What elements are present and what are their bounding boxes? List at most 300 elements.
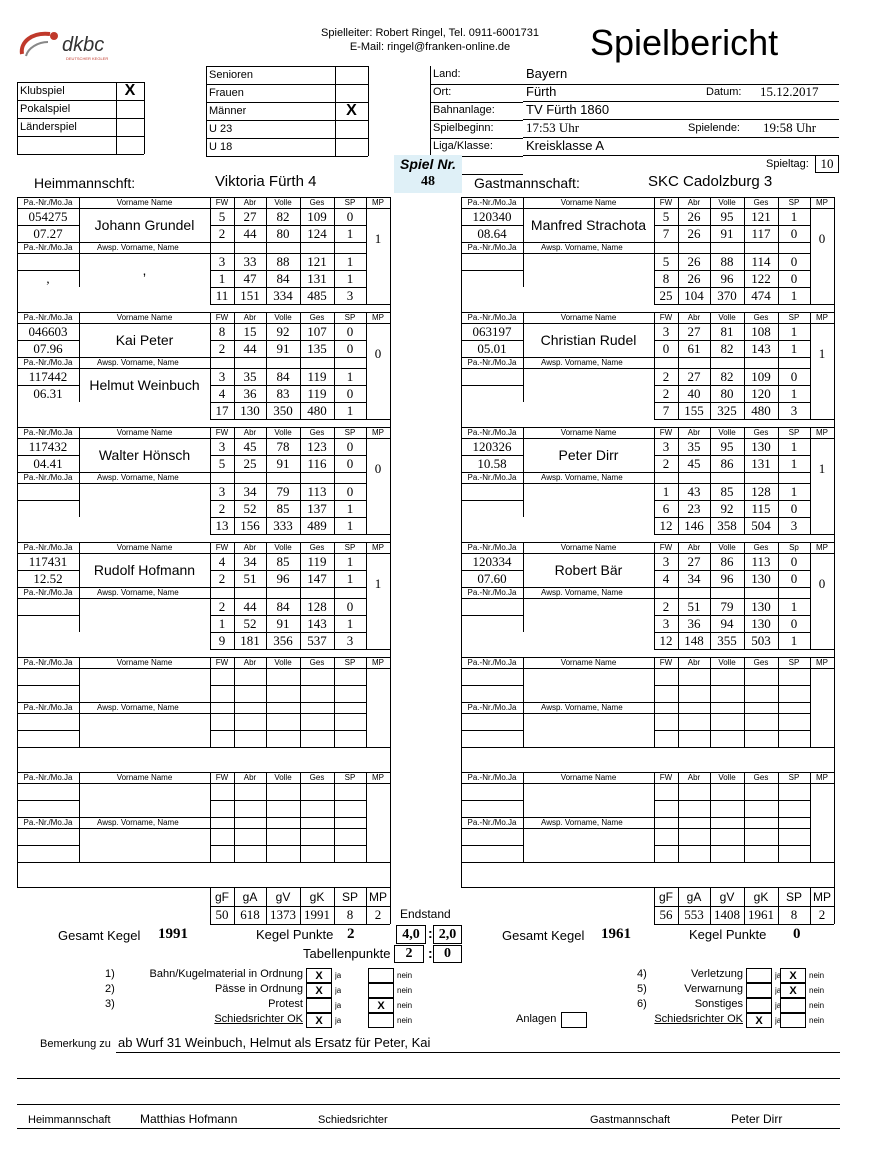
column-header: Vorname Name <box>116 313 173 322</box>
column-header: Ges <box>753 313 769 322</box>
score-cell: 117 <box>751 225 771 241</box>
mo-year: 05.01 <box>477 340 507 356</box>
mo-year: 12.52 <box>33 570 63 586</box>
home-team-name: Viktoria Fürth 4 <box>215 173 317 190</box>
column-header: Awsp. Vorname, Name <box>97 243 179 252</box>
score-cell: 34 <box>687 570 701 586</box>
ja-label: ja <box>335 1016 342 1025</box>
score-cell <box>300 685 334 702</box>
column-header: Pa.-Nr./Mo.Ja <box>467 473 517 482</box>
score-cell <box>334 685 366 702</box>
column-header: Awsp. Vorname, Name <box>541 473 623 482</box>
sub-player-name: Helmut Weinbuch <box>89 377 200 393</box>
score-cell <box>334 845 366 862</box>
column-header: SP <box>344 773 356 782</box>
score-cell <box>654 685 678 702</box>
column-header: SP <box>344 198 356 207</box>
sub-mo-year: 06.31 <box>33 385 63 401</box>
guest-kp-label: Kegel Punkte <box>689 927 767 942</box>
score-cell: 96 <box>276 570 290 586</box>
total-cell: 358 <box>717 517 737 533</box>
column-header: Volle <box>718 543 736 552</box>
total-cell: 17 <box>215 402 229 418</box>
nein-label: nein <box>809 1016 825 1025</box>
sub-mo-year: , <box>46 270 50 286</box>
sub-player-name <box>523 483 654 517</box>
rule-line <box>17 197 18 887</box>
score-cell <box>710 783 744 800</box>
score-cell: 3 <box>662 323 670 339</box>
column-header: Awsp. Vorname, Name <box>97 588 179 597</box>
score-cell: 1 <box>346 500 354 516</box>
column-header: Ges <box>753 658 769 667</box>
score-cell: 109 <box>751 368 771 384</box>
rule-line <box>17 82 18 154</box>
score-cell: 23 <box>687 500 701 516</box>
column-header: Pa.-Nr./Mo.Ja <box>467 543 517 552</box>
check-ja-box[interactable] <box>746 968 772 983</box>
total-cell: 7 <box>662 402 670 418</box>
check-nein-box[interactable] <box>780 998 806 1013</box>
total-cell: 155 <box>684 402 704 418</box>
pa-number: 120334 <box>472 553 512 569</box>
totals-header: gF <box>214 889 229 904</box>
totals-header: gK <box>309 889 325 904</box>
score-cell: 122 <box>751 270 771 286</box>
mo-year <box>461 685 523 702</box>
beginn-value: 17:53 Uhr <box>526 120 580 135</box>
score-cell: 82 <box>276 208 290 224</box>
pa-number: 120326 <box>472 438 512 454</box>
sub-player-name <box>79 483 210 517</box>
sub-mo-year <box>461 270 523 287</box>
check-nein-box[interactable]: X <box>780 983 806 998</box>
score-cell: 1 <box>346 570 354 586</box>
sig-ref-label: Schiedsrichter <box>318 1114 388 1126</box>
check-number: 6) <box>637 998 647 1010</box>
column-header: Pa.-Nr./Mo.Ja <box>23 543 73 552</box>
score-cell: 2 <box>218 598 226 614</box>
score-cell <box>234 828 266 845</box>
pa-number <box>461 668 523 685</box>
score-cell: 25 <box>243 455 257 471</box>
column-header: Volle <box>274 198 292 207</box>
mo-year <box>17 800 79 817</box>
score-cell: 82 <box>720 368 734 384</box>
rule-line <box>210 924 390 925</box>
check-nein-box[interactable]: X <box>368 998 394 1013</box>
column-header: MP <box>816 773 828 782</box>
column-header: Ges <box>753 428 769 437</box>
pa-number <box>17 783 79 800</box>
column-header: Volle <box>718 313 736 322</box>
score-cell: 2 <box>218 225 226 241</box>
score-cell: 26 <box>687 208 701 224</box>
score-cell: 5 <box>662 208 670 224</box>
score-cell: 1 <box>346 553 354 569</box>
check-nein-box[interactable] <box>368 1013 394 1028</box>
ort-label: Ort: <box>433 86 452 98</box>
check-label: Protest <box>268 998 303 1010</box>
score-cell: 34 <box>243 483 257 499</box>
score-cell: 113 <box>307 483 327 499</box>
ja-label: ja <box>775 986 782 995</box>
mo-year: 10.58 <box>477 455 507 471</box>
column-header: SP <box>344 658 356 667</box>
check-ja-box[interactable] <box>746 983 772 998</box>
column-header: FW <box>215 543 229 552</box>
score-cell: 120 <box>751 385 771 401</box>
check-label: Sonstiges <box>694 998 743 1010</box>
total-cell: 485 <box>307 287 327 303</box>
score-cell: 0 <box>790 253 798 269</box>
column-header: Ges <box>753 198 769 207</box>
total-cell: 130 <box>240 402 260 418</box>
check-label: Schiedsrichter OK <box>654 1013 743 1025</box>
totals-value: 8 <box>346 907 354 922</box>
total-cell: 3 <box>346 287 354 303</box>
sub-pa-number: 117442 <box>28 368 68 384</box>
sub-pa-number <box>17 713 79 730</box>
column-header: Volle <box>718 198 736 207</box>
total-cell: 1 <box>346 517 354 533</box>
score-cell <box>334 828 366 845</box>
nein-label: nein <box>397 1001 413 1010</box>
match-points: 1 <box>374 231 382 246</box>
column-header: Pa.-Nr./Mo.Ja <box>23 243 73 252</box>
score-cell: 3 <box>218 483 226 499</box>
column-header: Pa.-Nr./Mo.Ja <box>23 588 73 597</box>
score-cell: 51 <box>687 598 701 614</box>
check-ja-box[interactable]: X <box>306 983 332 998</box>
check-nein-box[interactable]: X <box>780 968 806 983</box>
totals-value: 553 <box>684 907 704 922</box>
column-header: FW <box>215 428 229 437</box>
score-cell: 86 <box>720 455 734 471</box>
score-cell: 113 <box>751 553 771 569</box>
check-ja-box[interactable] <box>306 998 332 1013</box>
score-cell: 130 <box>751 598 771 614</box>
nein-label: nein <box>397 1016 413 1025</box>
totals-value: 618 <box>240 907 260 922</box>
sub-mo-year <box>461 385 523 402</box>
guest-team-label: Gastmannschaft: <box>474 175 580 191</box>
score-cell <box>654 800 678 817</box>
rule-line <box>210 534 390 535</box>
score-cell: 0 <box>790 553 798 569</box>
total-cell: 370 <box>717 287 737 303</box>
column-header: Awsp. Vorname, Name <box>97 473 179 482</box>
score-cell: 114 <box>751 253 771 269</box>
remark-label: Bemerkung zu <box>40 1038 111 1050</box>
score-cell <box>210 685 234 702</box>
score-cell <box>710 845 744 862</box>
player-name <box>79 668 210 702</box>
totals-header: SP <box>785 889 802 904</box>
score-cell <box>234 668 266 685</box>
score-cell: 44 <box>243 340 257 356</box>
score-cell: 4 <box>218 553 226 569</box>
column-header: Pa.-Nr./Mo.Ja <box>23 658 73 667</box>
column-header: Vorname Name <box>560 428 617 437</box>
column-header: Volle <box>274 773 292 782</box>
ja-label: ja <box>775 1016 782 1025</box>
score-cell: 7 <box>662 225 670 241</box>
score-cell: 0 <box>346 208 354 224</box>
column-header: Pa.-Nr./Mo.Ja <box>467 588 517 597</box>
mo-year: 07.60 <box>477 570 507 586</box>
remark-text: ab Wurf 31 Weinbuch, Helmut als Ersatz für Peter, Kai <box>118 1035 431 1050</box>
endstand-label: Endstand <box>400 907 451 921</box>
score-cell: 119 <box>307 368 327 384</box>
sub-player-name <box>523 598 654 632</box>
score-cell: 137 <box>307 500 327 516</box>
column-header: Abr <box>243 198 257 207</box>
category-label: U 23 <box>209 123 233 135</box>
score-cell <box>234 685 266 702</box>
column-header: Awsp. Vorname, Name <box>97 818 179 827</box>
total-cell: 1 <box>790 287 798 303</box>
category-mark <box>335 66 368 84</box>
score-cell: 0 <box>346 340 354 356</box>
score-cell: 34 <box>243 553 257 569</box>
score-cell: 121 <box>751 208 771 224</box>
score-cell: 1 <box>662 483 670 499</box>
match-points: 0 <box>374 461 382 476</box>
column-header: Vorname Name <box>116 198 173 207</box>
score-cell: 3 <box>662 438 670 454</box>
game-type-mark: X <box>124 82 136 99</box>
score-cell: 95 <box>720 438 734 454</box>
column-header: Pa.-Nr./Mo.Ja <box>467 428 517 437</box>
game-type-mark <box>116 100 144 118</box>
score-cell: 123 <box>307 438 327 454</box>
totals-header: gA <box>242 889 258 904</box>
sub-player-name <box>523 368 654 402</box>
score-cell: 119 <box>307 553 327 569</box>
score-cell <box>334 800 366 817</box>
score-cell: 143 <box>751 340 771 356</box>
total-cell: 334 <box>273 287 293 303</box>
match-points <box>810 783 834 845</box>
score-cell <box>266 845 300 862</box>
end-sep: : <box>428 925 433 941</box>
score-cell <box>778 713 810 730</box>
column-header: FW <box>659 198 673 207</box>
column-header: Ges <box>753 773 769 782</box>
score-cell <box>266 685 300 702</box>
player-name <box>79 783 210 817</box>
sub-pa-number <box>17 253 79 270</box>
check-nein-box[interactable] <box>780 1013 806 1028</box>
score-cell: 36 <box>687 615 701 631</box>
rule-line <box>654 419 834 420</box>
score-cell <box>266 800 300 817</box>
match-points: 1 <box>818 346 826 361</box>
total-cell: 474 <box>751 287 771 303</box>
player-name: Kai Peter <box>115 332 174 348</box>
total-cell: 151 <box>240 287 260 303</box>
column-header: Vorname Name <box>560 198 617 207</box>
rule-line <box>210 304 390 305</box>
column-header: Abr <box>243 313 257 322</box>
score-cell: 2 <box>662 455 670 471</box>
column-header: SP <box>788 773 800 782</box>
totals-header: gF <box>658 889 673 904</box>
sub-pa-number <box>461 483 523 500</box>
sub-player-name <box>79 598 210 632</box>
rule-line <box>430 120 523 121</box>
score-cell: 147 <box>307 570 327 586</box>
pa-number <box>461 783 523 800</box>
total-cell: 480 <box>751 402 771 418</box>
score-cell: 3 <box>218 368 226 384</box>
score-cell <box>300 713 334 730</box>
score-cell <box>744 783 778 800</box>
score-cell <box>234 783 266 800</box>
total-cell: 504 <box>751 517 771 533</box>
pa-number: 120340 <box>472 208 512 224</box>
column-header: Pa.-Nr./Mo.Ja <box>467 773 517 782</box>
score-cell: 85 <box>276 500 290 516</box>
score-cell <box>300 730 334 747</box>
check-nein-box[interactable] <box>368 983 394 998</box>
column-header: MP <box>816 428 828 437</box>
score-cell: 27 <box>243 208 257 224</box>
column-header: Pa.-Nr./Mo.Ja <box>23 313 73 322</box>
sig-guest-label: Gastmannschaft <box>590 1114 671 1126</box>
score-cell: 79 <box>720 598 734 614</box>
totals-value: 1373 <box>270 907 296 922</box>
check-number: 5) <box>637 983 647 995</box>
score-cell: 135 <box>307 340 327 356</box>
column-header: MP <box>816 658 828 667</box>
score-cell: 27 <box>687 323 701 339</box>
check-ja-box[interactable]: X <box>746 1013 772 1028</box>
ja-label: ja <box>335 986 342 995</box>
category-label: Männer <box>209 105 247 117</box>
score-cell <box>654 845 678 862</box>
sub-pa-number <box>461 368 523 385</box>
score-cell: 2 <box>218 340 226 356</box>
rule-line <box>461 197 462 887</box>
check-ja-box[interactable]: X <box>306 1013 332 1028</box>
score-cell: 1 <box>346 615 354 631</box>
score-cell <box>266 668 300 685</box>
column-header: Awsp. Vorname, Name <box>97 703 179 712</box>
score-cell: 88 <box>276 253 290 269</box>
column-header: Pa.-Nr./Mo.Ja <box>467 703 517 712</box>
score-cell <box>210 783 234 800</box>
rule-line <box>834 197 835 887</box>
score-cell <box>300 668 334 685</box>
score-cell <box>744 668 778 685</box>
rule-line <box>17 747 390 748</box>
score-cell: 130 <box>751 615 771 631</box>
rule-line <box>430 66 431 156</box>
ja-label: ja <box>775 971 782 980</box>
check-ja-box[interactable] <box>746 998 772 1013</box>
column-header: Vorname Name <box>116 658 173 667</box>
category-label: Senioren <box>209 69 254 81</box>
check-label: Verletzung <box>691 968 743 980</box>
total-cell: 3 <box>346 632 354 648</box>
sub-mo-year <box>17 615 79 632</box>
mo-year: 04.41 <box>33 455 63 471</box>
score-cell: 130 <box>751 570 771 586</box>
score-cell: 27 <box>687 553 701 569</box>
column-header: MP <box>816 543 828 552</box>
column-header: MP <box>372 543 384 552</box>
column-header: Pa.-Nr./Mo.Ja <box>23 818 73 827</box>
sub-pa-number <box>461 598 523 615</box>
column-header: Ges <box>753 543 769 552</box>
rule-line <box>368 66 369 156</box>
leader-line1: Spielleiter: Robert Ringel, Tel. 0911-6001731 <box>321 27 539 39</box>
nein-label: nein <box>809 986 825 995</box>
total-cell: 3 <box>790 517 798 533</box>
rule-line <box>390 887 391 924</box>
column-header: FW <box>215 773 229 782</box>
score-cell <box>678 845 710 862</box>
score-cell <box>678 685 710 702</box>
logo-subtext: DEUTSCHER KEGLER <box>66 56 109 61</box>
score-cell: 1 <box>346 270 354 286</box>
score-cell <box>744 713 778 730</box>
check-ja-box[interactable]: X <box>306 968 332 983</box>
score-cell: 35 <box>687 438 701 454</box>
column-header: Volle <box>274 313 292 322</box>
score-cell: 115 <box>751 500 771 516</box>
rule-line <box>210 649 390 650</box>
score-cell <box>334 730 366 747</box>
score-cell: 128 <box>751 483 771 499</box>
rule-line <box>654 534 834 535</box>
end-guest: 2,0 <box>433 925 462 944</box>
score-cell <box>710 730 744 747</box>
column-header: SP <box>344 313 356 322</box>
score-cell: 84 <box>276 368 290 384</box>
check-label: Bahn/Kugelmaterial in Ordnung <box>149 968 303 980</box>
tab-home: 2 <box>394 945 424 963</box>
spieltag-value: 10 <box>815 155 839 173</box>
score-cell: 52 <box>243 615 257 631</box>
home-kp-value: 2 <box>347 926 355 942</box>
total-cell: 1 <box>346 402 354 418</box>
ja-label: ja <box>335 971 342 980</box>
total-cell: 355 <box>717 632 737 648</box>
check-number: 3) <box>105 998 115 1010</box>
score-cell <box>778 668 810 685</box>
player-name: Peter Dirr <box>558 447 619 463</box>
anlagen-box[interactable] <box>561 1012 587 1028</box>
score-cell: 124 <box>307 225 327 241</box>
score-cell: 92 <box>720 500 734 516</box>
column-header: Pa.-Nr./Mo.Ja <box>467 243 517 252</box>
score-cell: 0 <box>346 598 354 614</box>
score-cell: 40 <box>687 385 701 401</box>
score-cell: 119 <box>307 385 327 401</box>
pa-number: 117432 <box>28 438 68 454</box>
score-cell: 92 <box>276 323 290 339</box>
rule-line <box>430 84 523 85</box>
column-header: Pa.-Nr./Mo.Ja <box>23 428 73 437</box>
total-cell: 104 <box>684 287 704 303</box>
column-header: SP <box>788 658 800 667</box>
score-cell <box>744 828 778 845</box>
check-nein-box[interactable] <box>368 968 394 983</box>
totals-header: gV <box>719 889 735 904</box>
